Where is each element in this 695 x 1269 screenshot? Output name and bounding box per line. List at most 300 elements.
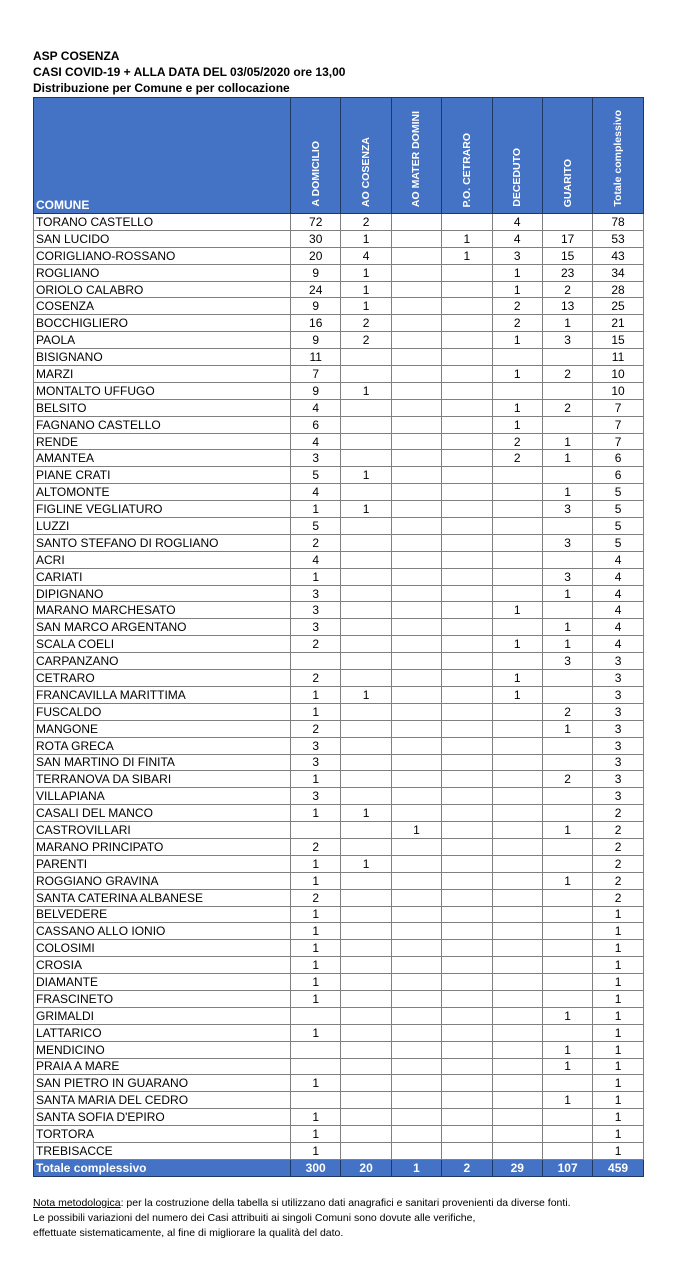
cell-guarito xyxy=(542,602,592,619)
cell-ao-cosenza xyxy=(341,1109,391,1126)
cell-totale: 6 xyxy=(593,467,643,484)
cell-ao-cosenza xyxy=(341,1007,391,1024)
cell-guarito: 2 xyxy=(542,703,592,720)
cell-po-cetraro xyxy=(442,720,492,737)
cell-totale: 4 xyxy=(593,636,643,653)
cell-guarito: 1 xyxy=(542,822,592,839)
cell-deceduto xyxy=(492,484,542,501)
cell-domicilio: 1 xyxy=(291,686,341,703)
cell-totale: 3 xyxy=(593,670,643,687)
cell-totale: 3 xyxy=(593,788,643,805)
table-row xyxy=(34,720,644,737)
cell-comune: MENDICINO xyxy=(34,1041,291,1058)
cell-comune: SANTO STEFANO DI ROGLIANO xyxy=(34,534,291,551)
cell-comune: ALTOMONTE xyxy=(34,484,291,501)
cell-comune: SCALA COELI xyxy=(34,636,291,653)
cell-totale: 3 xyxy=(593,720,643,737)
cell-comune: SAN MARCO ARGENTANO xyxy=(34,619,291,636)
cell-ao-mater-domini xyxy=(391,957,441,974)
cases-table xyxy=(33,97,644,1177)
cell-comune: ROTA GRECA xyxy=(34,737,291,754)
cell-comune: MARZI xyxy=(34,366,291,383)
cell-ao-cosenza xyxy=(341,703,391,720)
cell-guarito: 1 xyxy=(542,1007,592,1024)
cell-comune: AMANTEA xyxy=(34,450,291,467)
table-row xyxy=(34,653,644,670)
cell-po-cetraro xyxy=(442,366,492,383)
table-row xyxy=(34,636,644,653)
cell-ao-cosenza xyxy=(341,653,391,670)
cell-domicilio: 4 xyxy=(291,551,341,568)
cell-deceduto xyxy=(492,1075,542,1092)
cell-comune: TERRANOVA DA SIBARI xyxy=(34,771,291,788)
cell-guarito xyxy=(542,957,592,974)
cell-deceduto xyxy=(492,703,542,720)
cell-deceduto xyxy=(492,872,542,889)
cell-domicilio: 11 xyxy=(291,349,341,366)
cell-comune: GRIMALDI xyxy=(34,1007,291,1024)
total-ao-cosenza: 20 xyxy=(341,1159,391,1176)
cell-po-cetraro xyxy=(442,416,492,433)
note-text-1: : per la costruzione della tabella si utilizzano dati anagrafici e sanitari provenienti da diverse fonti. xyxy=(120,1197,571,1209)
cell-ao-cosenza xyxy=(341,585,391,602)
cell-ao-cosenza: 2 xyxy=(341,214,391,231)
cell-deceduto: 4 xyxy=(492,230,542,247)
cell-ao-cosenza xyxy=(341,602,391,619)
cell-domicilio: 2 xyxy=(291,534,341,551)
cell-totale: 5 xyxy=(593,501,643,518)
cell-domicilio: 24 xyxy=(291,281,341,298)
cell-comune: SAN LUCIDO xyxy=(34,230,291,247)
cell-ao-mater-domini xyxy=(391,484,441,501)
table-row xyxy=(34,382,644,399)
cell-guarito xyxy=(542,974,592,991)
cell-guarito: 2 xyxy=(542,281,592,298)
cell-domicilio: 5 xyxy=(291,518,341,535)
cell-domicilio: 1 xyxy=(291,1126,341,1143)
note-label: Nota metodologica xyxy=(33,1197,121,1209)
cell-comune: CETRARO xyxy=(34,670,291,687)
cell-totale: 3 xyxy=(593,686,643,703)
cell-comune: CARIATI xyxy=(34,568,291,585)
cell-po-cetraro xyxy=(442,974,492,991)
cell-deceduto xyxy=(492,382,542,399)
cell-deceduto xyxy=(492,568,542,585)
cell-deceduto xyxy=(492,974,542,991)
cell-comune: CARPANZANO xyxy=(34,653,291,670)
cell-guarito: 23 xyxy=(542,264,592,281)
table-row xyxy=(34,399,644,416)
column-header-po-cetraro: P.O. CETRARO xyxy=(442,98,492,214)
cell-po-cetraro xyxy=(442,805,492,822)
cell-totale: 4 xyxy=(593,568,643,585)
cell-ao-cosenza: 1 xyxy=(341,382,391,399)
total-guarito: 107 xyxy=(542,1159,592,1176)
cell-ao-mater-domini xyxy=(391,872,441,889)
cell-ao-mater-domini xyxy=(391,1109,441,1126)
cell-po-cetraro xyxy=(442,568,492,585)
cell-guarito: 3 xyxy=(542,568,592,585)
table-body xyxy=(34,214,644,1160)
cell-totale: 2 xyxy=(593,872,643,889)
cell-deceduto xyxy=(492,990,542,1007)
cell-ao-cosenza xyxy=(341,1058,391,1075)
cell-deceduto xyxy=(492,585,542,602)
cell-deceduto xyxy=(492,467,542,484)
cell-comune: TREBISACCE xyxy=(34,1142,291,1159)
cell-po-cetraro xyxy=(442,433,492,450)
total-domicilio: 300 xyxy=(291,1159,341,1176)
cell-guarito: 1 xyxy=(542,315,592,332)
cell-domicilio: 72 xyxy=(291,214,341,231)
cell-guarito: 1 xyxy=(542,636,592,653)
cell-ao-cosenza xyxy=(341,636,391,653)
table-row xyxy=(34,602,644,619)
cell-ao-mater-domini xyxy=(391,1041,441,1058)
cell-ao-cosenza: 1 xyxy=(341,855,391,872)
cell-guarito xyxy=(542,805,592,822)
table-row xyxy=(34,771,644,788)
cell-totale: 34 xyxy=(593,264,643,281)
column-header-deceduto: DECEDUTO xyxy=(492,98,542,214)
total-ao-mater-domini: 1 xyxy=(391,1159,441,1176)
cell-totale: 2 xyxy=(593,805,643,822)
cell-guarito: 1 xyxy=(542,720,592,737)
cell-domicilio: 3 xyxy=(291,737,341,754)
cell-deceduto xyxy=(492,1142,542,1159)
cell-totale: 1 xyxy=(593,957,643,974)
cell-comune: VILLAPIANA xyxy=(34,788,291,805)
cell-ao-cosenza xyxy=(341,450,391,467)
cell-domicilio xyxy=(291,1041,341,1058)
table-row xyxy=(34,1024,644,1041)
table-row xyxy=(34,298,644,315)
cell-domicilio: 1 xyxy=(291,923,341,940)
cell-comune: SAN PIETRO IN GUARANO xyxy=(34,1075,291,1092)
cell-po-cetraro xyxy=(442,214,492,231)
cell-comune: ROGLIANO xyxy=(34,264,291,281)
cell-ao-mater-domini xyxy=(391,264,441,281)
cell-po-cetraro xyxy=(442,332,492,349)
cell-ao-mater-domini xyxy=(391,619,441,636)
cell-ao-cosenza xyxy=(341,1126,391,1143)
cell-ao-cosenza xyxy=(341,1092,391,1109)
cell-totale: 7 xyxy=(593,416,643,433)
cell-guarito xyxy=(542,923,592,940)
cell-comune: CORIGLIANO-ROSSANO xyxy=(34,247,291,264)
table-header-row xyxy=(34,98,644,214)
table-row xyxy=(34,281,644,298)
cell-po-cetraro xyxy=(442,1092,492,1109)
cell-ao-mater-domini xyxy=(391,1007,441,1024)
cell-comune: LUZZI xyxy=(34,518,291,535)
cell-deceduto xyxy=(492,889,542,906)
cell-totale: 43 xyxy=(593,247,643,264)
cell-po-cetraro xyxy=(442,788,492,805)
cell-guarito: 1 xyxy=(542,585,592,602)
cell-guarito xyxy=(542,670,592,687)
cell-totale: 6 xyxy=(593,450,643,467)
cell-totale: 15 xyxy=(593,332,643,349)
cell-domicilio xyxy=(291,1058,341,1075)
cell-ao-mater-domini xyxy=(391,1126,441,1143)
cell-ao-cosenza xyxy=(341,754,391,771)
table-row xyxy=(34,805,644,822)
cell-ao-cosenza xyxy=(341,1024,391,1041)
cell-ao-cosenza: 1 xyxy=(341,298,391,315)
cell-po-cetraro xyxy=(442,855,492,872)
cell-ao-cosenza xyxy=(341,551,391,568)
cell-ao-mater-domini xyxy=(391,737,441,754)
cell-domicilio: 9 xyxy=(291,382,341,399)
table-row xyxy=(34,872,644,889)
cell-ao-mater-domini xyxy=(391,788,441,805)
cell-ao-mater-domini xyxy=(391,720,441,737)
cell-guarito xyxy=(542,467,592,484)
cell-domicilio: 3 xyxy=(291,602,341,619)
cell-po-cetraro xyxy=(442,940,492,957)
cell-totale: 4 xyxy=(593,619,643,636)
table-row xyxy=(34,1092,644,1109)
cell-comune: BELVEDERE xyxy=(34,906,291,923)
cell-domicilio: 1 xyxy=(291,990,341,1007)
cell-deceduto xyxy=(492,349,542,366)
table-row xyxy=(34,1126,644,1143)
cell-ao-mater-domini xyxy=(391,399,441,416)
cell-ao-cosenza xyxy=(341,788,391,805)
cell-ao-mater-domini xyxy=(391,366,441,383)
cell-po-cetraro xyxy=(442,585,492,602)
cell-totale: 25 xyxy=(593,298,643,315)
cell-ao-cosenza: 1 xyxy=(341,264,391,281)
cell-domicilio: 1 xyxy=(291,940,341,957)
cell-comune: BISIGNANO xyxy=(34,349,291,366)
cell-po-cetraro xyxy=(442,619,492,636)
cell-ao-cosenza xyxy=(341,534,391,551)
column-header-domicilio: A DOMICILIO xyxy=(291,98,341,214)
cell-totale: 28 xyxy=(593,281,643,298)
cell-domicilio: 1 xyxy=(291,1024,341,1041)
cell-ao-cosenza xyxy=(341,518,391,535)
cell-totale: 1 xyxy=(593,1109,643,1126)
table-row xyxy=(34,349,644,366)
cell-comune: MARANO PRINCIPATO xyxy=(34,838,291,855)
cell-ao-mater-domini xyxy=(391,1142,441,1159)
cell-ao-mater-domini xyxy=(391,686,441,703)
cell-comune: BELSITO xyxy=(34,399,291,416)
report xyxy=(33,48,643,1177)
cell-deceduto: 1 xyxy=(492,264,542,281)
table-row xyxy=(34,906,644,923)
cell-guarito xyxy=(542,518,592,535)
table-row xyxy=(34,551,644,568)
cell-ao-mater-domini xyxy=(391,551,441,568)
cell-deceduto xyxy=(492,619,542,636)
cell-ao-cosenza xyxy=(341,1041,391,1058)
cell-guarito xyxy=(542,416,592,433)
cell-deceduto xyxy=(492,501,542,518)
cell-ao-cosenza xyxy=(341,771,391,788)
cell-ao-mater-domini xyxy=(391,653,441,670)
cell-totale: 1 xyxy=(593,1058,643,1075)
cell-po-cetraro xyxy=(442,501,492,518)
cell-totale: 3 xyxy=(593,771,643,788)
cell-deceduto: 1 xyxy=(492,686,542,703)
cell-ao-mater-domini xyxy=(391,670,441,687)
cell-guarito: 1 xyxy=(542,484,592,501)
cell-domicilio xyxy=(291,653,341,670)
cell-po-cetraro xyxy=(442,484,492,501)
cell-ao-mater-domini xyxy=(391,416,441,433)
report-subtitle-date: CASI COVID-19 + ALLA DATA DEL 03/05/2020 ore 13,00 xyxy=(33,65,346,79)
table-row xyxy=(34,1007,644,1024)
cell-ao-mater-domini xyxy=(391,433,441,450)
column-header-totale: Totale complessivo xyxy=(593,98,643,214)
cell-comune: CASALI DEL MANCO xyxy=(34,805,291,822)
cell-ao-cosenza xyxy=(341,737,391,754)
cell-totale: 1 xyxy=(593,974,643,991)
table-row xyxy=(34,670,644,687)
cell-ao-cosenza xyxy=(341,889,391,906)
cell-po-cetraro xyxy=(442,872,492,889)
cell-comune: TORANO CASTELLO xyxy=(34,214,291,231)
cell-ao-cosenza xyxy=(341,568,391,585)
cell-guarito xyxy=(542,214,592,231)
cell-domicilio: 1 xyxy=(291,855,341,872)
table-row xyxy=(34,923,644,940)
cell-guarito xyxy=(542,551,592,568)
cell-ao-cosenza: 1 xyxy=(341,467,391,484)
cell-guarito xyxy=(542,906,592,923)
cell-deceduto: 2 xyxy=(492,433,542,450)
cell-deceduto: 2 xyxy=(492,450,542,467)
cell-po-cetraro xyxy=(442,264,492,281)
table-row xyxy=(34,889,644,906)
cell-domicilio: 1 xyxy=(291,771,341,788)
cell-ao-cosenza xyxy=(341,822,391,839)
cell-po-cetraro xyxy=(442,349,492,366)
cell-comune: FAGNANO CASTELLO xyxy=(34,416,291,433)
cell-po-cetraro xyxy=(442,1058,492,1075)
cell-po-cetraro xyxy=(442,298,492,315)
cell-po-cetraro xyxy=(442,1109,492,1126)
total-po-cetraro: 2 xyxy=(442,1159,492,1176)
cell-domicilio: 2 xyxy=(291,670,341,687)
cell-po-cetraro xyxy=(442,957,492,974)
note-text-2: Le possibili variazioni del numero dei Casi attribuiti ai singoli Comuni sono dovute alle verifiche, xyxy=(33,1212,476,1224)
cell-comune: CASSANO ALLO IONIO xyxy=(34,923,291,940)
table-row xyxy=(34,214,644,231)
cell-ao-cosenza: 1 xyxy=(341,281,391,298)
cell-deceduto xyxy=(492,1007,542,1024)
cell-ao-mater-domini xyxy=(391,636,441,653)
cell-ao-cosenza xyxy=(341,416,391,433)
cell-po-cetraro xyxy=(442,1126,492,1143)
cell-comune: SANTA SOFIA D'EPIRO xyxy=(34,1109,291,1126)
cell-guarito xyxy=(542,1024,592,1041)
table-row xyxy=(34,433,644,450)
cell-guarito: 1 xyxy=(542,872,592,889)
cell-domicilio: 1 xyxy=(291,1075,341,1092)
cell-ao-mater-domini xyxy=(391,501,441,518)
cell-ao-cosenza: 2 xyxy=(341,332,391,349)
table-row xyxy=(34,1109,644,1126)
cell-deceduto xyxy=(492,653,542,670)
cell-totale: 3 xyxy=(593,737,643,754)
cell-deceduto xyxy=(492,923,542,940)
cell-guarito: 3 xyxy=(542,534,592,551)
cell-totale: 21 xyxy=(593,315,643,332)
cell-guarito: 1 xyxy=(542,1041,592,1058)
cell-domicilio: 30 xyxy=(291,230,341,247)
cell-domicilio: 3 xyxy=(291,450,341,467)
cell-ao-cosenza xyxy=(341,940,391,957)
table-row xyxy=(34,484,644,501)
cell-totale: 4 xyxy=(593,602,643,619)
cell-totale: 11 xyxy=(593,349,643,366)
total-complessivo: 459 xyxy=(593,1159,643,1176)
cell-ao-cosenza: 1 xyxy=(341,230,391,247)
cell-guarito: 3 xyxy=(542,332,592,349)
cell-ao-cosenza xyxy=(341,838,391,855)
cell-totale: 1 xyxy=(593,1142,643,1159)
cell-po-cetraro xyxy=(442,602,492,619)
cell-guarito xyxy=(542,990,592,1007)
cell-ao-cosenza xyxy=(341,990,391,1007)
cell-ao-cosenza: 2 xyxy=(341,315,391,332)
cell-totale: 1 xyxy=(593,940,643,957)
cell-ao-mater-domini xyxy=(391,230,441,247)
cell-domicilio: 2 xyxy=(291,889,341,906)
cell-ao-cosenza xyxy=(341,923,391,940)
table-row xyxy=(34,568,644,585)
cell-deceduto xyxy=(492,855,542,872)
cell-po-cetraro xyxy=(442,737,492,754)
cell-ao-mater-domini xyxy=(391,1075,441,1092)
cell-comune: FRANCAVILLA MARITTIMA xyxy=(34,686,291,703)
cell-po-cetraro: 1 xyxy=(442,230,492,247)
cell-ao-mater-domini xyxy=(391,518,441,535)
table-row xyxy=(34,467,644,484)
cell-deceduto xyxy=(492,822,542,839)
cell-domicilio xyxy=(291,822,341,839)
cell-deceduto xyxy=(492,737,542,754)
cell-ao-cosenza xyxy=(341,349,391,366)
cell-ao-cosenza: 1 xyxy=(341,805,391,822)
cell-domicilio: 9 xyxy=(291,264,341,281)
cell-po-cetraro xyxy=(442,889,492,906)
cell-ao-cosenza xyxy=(341,974,391,991)
cell-deceduto xyxy=(492,788,542,805)
cell-totale: 2 xyxy=(593,822,643,839)
table-row xyxy=(34,247,644,264)
cell-totale: 78 xyxy=(593,214,643,231)
cell-ao-cosenza xyxy=(341,1075,391,1092)
table-row xyxy=(34,450,644,467)
cell-ao-mater-domini xyxy=(391,923,441,940)
cell-ao-mater-domini xyxy=(391,805,441,822)
table-row xyxy=(34,534,644,551)
cell-comune: ACRI xyxy=(34,551,291,568)
cell-totale: 1 xyxy=(593,906,643,923)
cell-ao-mater-domini xyxy=(391,214,441,231)
cell-deceduto xyxy=(492,1092,542,1109)
cell-comune: ROGGIANO GRAVINA xyxy=(34,872,291,889)
table-row xyxy=(34,1075,644,1092)
cell-comune: DIAMANTE xyxy=(34,974,291,991)
cell-totale: 1 xyxy=(593,1092,643,1109)
cell-domicilio: 6 xyxy=(291,416,341,433)
